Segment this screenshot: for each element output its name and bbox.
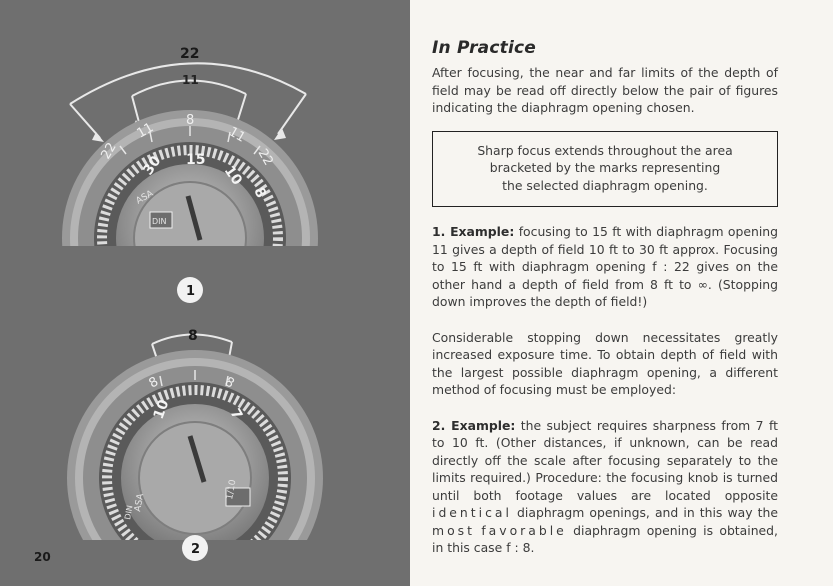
example-2-text-b: diaphragm openings, and in this way the — [517, 505, 778, 520]
left-page — [0, 0, 410, 586]
boxed-note-line: Sharp focus extends throughout the area — [477, 142, 733, 158]
text-content — [432, 38, 778, 557]
fig1-asa-label: ASA — [134, 188, 156, 207]
fig2-ring-label: 8 — [222, 374, 237, 392]
intro-paragraph: After focusing, the near and far limits of the depth of field may be read off directly below the pair of figures indicating the diaphragm opening chosen. — [432, 65, 778, 115]
fig1-number: 1 — [186, 284, 196, 299]
example-1-text: focusing to 15 ft with diaphragm opening 11 gives a depth of field 10 ft to 30 ft approx. Focusing to 15 ft with diaphragm opening f : 22 gives on the other hand a depth of field from 8 ft to ∞. (Stopping down improves the depth of field!) — [432, 224, 778, 309]
fig1-ring-label: 8 — [186, 113, 195, 128]
fig1-focus-number: 30 — [140, 153, 165, 179]
boxed-note-line: bracketed by the marks representing — [489, 160, 721, 175]
example-2-text-a: the subject requires sharpness from 7 ft to 10 ft. (Other distances, if unknown, can be read directly off the scale after focusing separately to the limits required.) Procedure: the focusing knob is turned until both footage values are located opposite — [432, 417, 778, 503]
fig1-bracket-inner-label: 11 — [182, 73, 199, 87]
boxed-note — [432, 131, 778, 208]
page-number: 20 — [34, 550, 51, 564]
example-1-paragraph — [432, 223, 778, 311]
boxed-note-line: the selected diaphragm opening. — [502, 177, 708, 193]
considerable-paragraph: Considerable stopping down necessitates greatly increased exposure time. To obtain depth of field with the largest possible diaphragm opening, a different method of focusing must be employed: — [432, 329, 778, 397]
fig2-exposure-label: 1/10 — [225, 478, 239, 501]
fig2-focus-number: 7 — [226, 406, 246, 423]
fig2-asa-label: ASA — [133, 492, 147, 513]
illustration-labels — [0, 0, 410, 586]
fig1-focus-number: 10 — [220, 163, 246, 189]
fig2-bracket-label: 8 — [188, 328, 198, 344]
right-page — [410, 0, 833, 586]
fig2-din-label: DIN — [123, 504, 135, 521]
fig1-focus-number: 15 — [186, 152, 206, 168]
fig2-ring-label: 8 — [146, 374, 162, 392]
fig1-focus-number: 8 — [250, 184, 269, 201]
fig2-number: 2 — [191, 542, 201, 557]
example-1-label: 1. Example: — [432, 224, 515, 239]
fig1-ring-label: 11 — [134, 120, 157, 142]
example-2-text-c: diaphragm opening is obtained, in this case f : 8. — [432, 522, 778, 555]
example-2-most: most — [432, 522, 475, 538]
fig1-ring-label: 22 — [98, 140, 120, 162]
fig2-focus-number: 10 — [150, 397, 173, 422]
example-2-favorable: favorable — [481, 522, 567, 538]
example-2-paragraph — [432, 417, 778, 557]
fig1-bracket-outer-label: 22 — [180, 46, 200, 62]
fig1-din-label: DIN — [152, 217, 167, 226]
example-2-identical: identical — [432, 505, 512, 520]
section-title: In Practice — [432, 38, 536, 58]
fig1-ring-label: 11 — [226, 124, 248, 146]
example-2-label: 2. Example: — [432, 417, 516, 433]
fig1-ring-label: 22 — [254, 146, 276, 169]
